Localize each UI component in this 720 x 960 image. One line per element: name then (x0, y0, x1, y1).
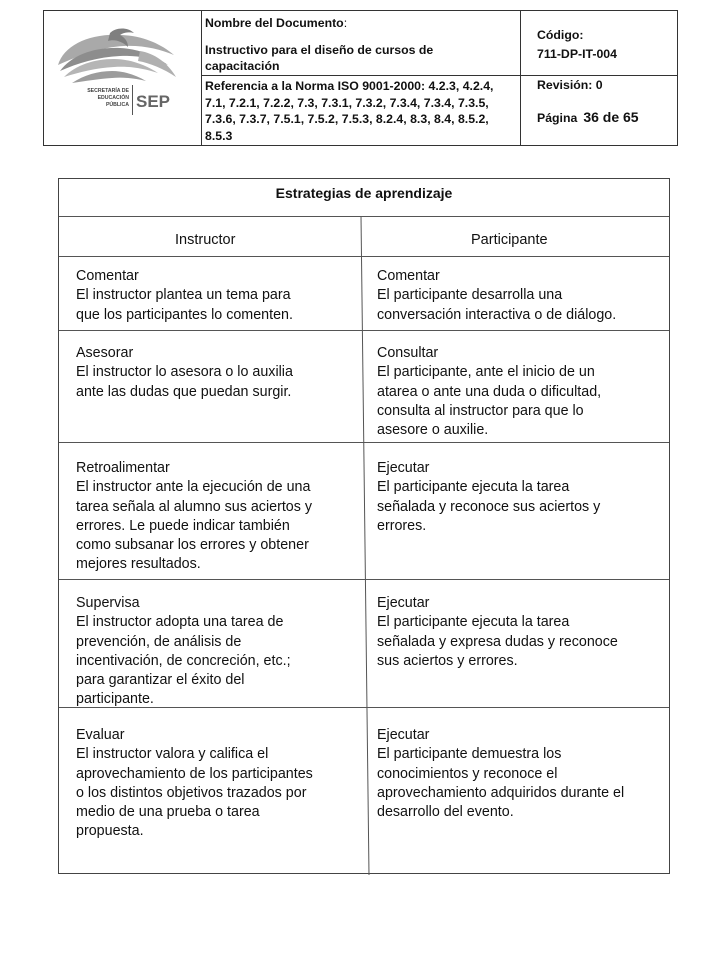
logo-text-line2: EDUCACIÓN (97, 95, 129, 101)
header-divider (201, 75, 677, 76)
instructor-cell-supervisa: Supervisa El instructor adopta una tarea de prevención, de análisis de incentivación, de concreción, etc.; para garantizar el éxito del participante. (76, 595, 291, 708)
participant-cell-consultar: Consultar El participante, ante el inicio de un atarea o ante una duda o dificultad, consulta al instructor para que lo asesore o auxilie. (377, 345, 602, 439)
header-divider (520, 11, 521, 145)
logo-acronym: SEP (136, 92, 171, 111)
instructor-cell-asesorar: Asesorar El instructor lo asesora o lo auxilia ante las dudas que puedan surgir. (76, 345, 293, 400)
sep-logo (50, 25, 198, 117)
logo-text-line3: PÚBLICA (105, 102, 129, 108)
header-divider (201, 11, 202, 145)
column-header-instructor: Instructor (175, 232, 236, 248)
code-value: 711-DP-IT-004 (537, 47, 617, 61)
instructor-cell-retroalimentar: Retroalimentar El instructor ante la ejecución de una tarea señala al alumno sus aciertos y errores. Le puede indicar también como subsanar los errores y obtener mejores resultados. (76, 460, 313, 573)
document-title: Instructivo para el diseño de cursos de capacitación (205, 43, 434, 73)
page-number: Página 36 de 65 (537, 109, 639, 125)
iso-reference: Referencia a la Norma ISO 9001-2000: 4.2.3, 4.2.4, 7.1, 7.2.1, 7.2.2, 7.3, 7.3.1, 7.3.2, 7.3.4, 7.3.4, 7.3.5, 7.3.6, 7.3.7, 7.5.1, 7.5.2, 7.5.3, 8.2.4, 8.3, 8.4, 8.5.2, 8.5.3 (205, 79, 494, 143)
column-header-participante: Participante (471, 232, 548, 248)
learning-strategies-table (58, 178, 670, 874)
document-header (43, 10, 678, 146)
participant-cell-ejecutar: Ejecutar El participante ejecuta la tarea señalada y reconoce sus aciertos y errores. (377, 460, 601, 534)
revision-label: Revisión: 0 (537, 78, 603, 92)
instructor-cell-evaluar: Evaluar El instructor valora y califica el aprovechamiento de los participantes o los distintos objetivos trazados por medio de una prueba o tarea propuesta. (76, 727, 313, 840)
participant-cell-ejecutar: Ejecutar El participante ejecuta la tarea señalada y expresa dudas y reconoce sus aciertos y errores. (377, 595, 618, 669)
instructor-cell-comentar: Comentar El instructor plantea un tema para que los participantes lo comenten. (76, 268, 293, 323)
participant-cell-ejecutar: Ejecutar El participante demuestra los conocimientos y reconoce el aprovechamiento adquiridos durante el desarrollo del evento. (377, 727, 625, 821)
code-label: Código: (537, 28, 584, 42)
document-name-label: Nombre del Documento: (205, 16, 348, 30)
table-title: Estrategias de aprendizaje (275, 185, 453, 201)
logo-text-line1: SECRETARÍA DE (87, 88, 129, 94)
participant-cell-comentar: Comentar El participante desarrolla una conversación interactiva o de diálogo. (377, 268, 617, 323)
